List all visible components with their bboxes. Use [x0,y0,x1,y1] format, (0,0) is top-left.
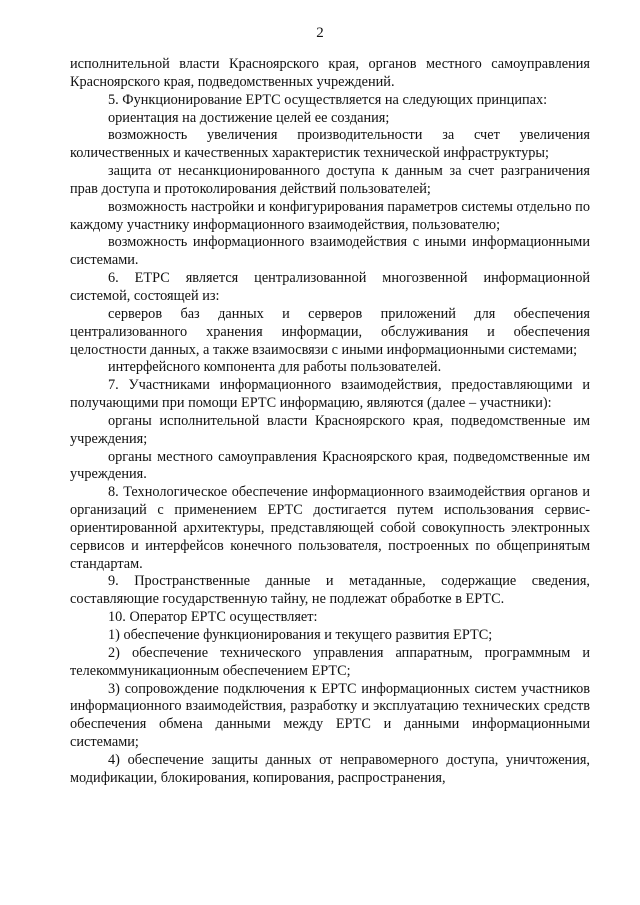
paragraph: 10. Оператор ЕРТС осуществляет: [108,609,318,626]
paragraph: 8. Технологическое обеспечение информационного взаимодействия органов и организаций с применением ЕРТС достигается путем использования сервис-ориентированной архитектуры, представляющей собой совокупность электронных сервисов и интерфейсов конечного пользователя, построенных по общепринятым стандартам. [70,484,590,572]
paragraph: 2) обеспечение технического управления аппаратным, программным и телекоммуникационным обеспечением ЕРТС; [70,644,590,679]
paragraph: 9. Пространственные данные и метаданные, содержащие сведения, составляющие государственную тайну, не подлежат обработке в ЕРТС. [70,573,590,608]
document-body [70,56,590,788]
paragraph: серверов баз данных и серверов приложений для обеспечения централизованного хранения информации, обслуживания и обеспечения целостности данных, а также взаимосвязи с иными информационными системами; [70,305,590,358]
paragraph: исполнительной власти Красноярского края, органов местного самоуправления Красноярского края, подведомственных учреждений. [70,56,590,90]
paragraph: возможность увеличения производительности за счет увеличения количественных и качественных характеристик технической инфраструктуры; [70,127,590,162]
paragraph: возможность информационного взаимодействия с иными информационными системами. [70,234,590,269]
paragraph: 4) обеспечение защиты данных от неправомерного доступа, уничтожения, модификации, блокирования, копирования, распространения, [70,751,590,786]
paragraph: возможность настройки и конфигурирования параметров системы отдельно по каждому участнику информационного взаимодействия, пользователю; [70,198,590,233]
paragraph: 7. Участниками информационного взаимодействия, предоставляющими и получающими при помощи ЕРТС информацию, являются (далее – участники): [70,377,590,412]
paragraph: интерфейсного компонента для работы пользователей. [108,359,442,376]
paragraph: органы местного самоуправления Красноярского края, подведомственные им учреждения. [70,448,590,483]
paragraph: ориентация на достижение целей ее создания; [108,109,390,126]
page-number: 2 [316,25,324,41]
paragraph: 3) сопровождение подключения к ЕРТС информационных систем участников информационного взаимодействия, разработку и эксплуатацию технических средств обеспечения обмена данными между ЕРТС и данными информационными системами; [70,680,590,751]
paragraph: 1) обеспечение функционирования и текущего развития ЕРТС; [108,627,493,643]
paragraph: 6. ЕТРС является централизованной многозвенной информационной системой, состоящей из: [70,270,590,304]
paragraph: органы исполнительной власти Красноярского края, подведомственные им учреждения; [70,412,590,447]
paragraph: защита от несанкционированного доступа к данным за счет разграничения прав доступа и протоколирования действий пользователей; [70,163,590,197]
paragraph: 5. Функционирование ЕРТС осуществляется на следующих принципах: [108,91,548,108]
